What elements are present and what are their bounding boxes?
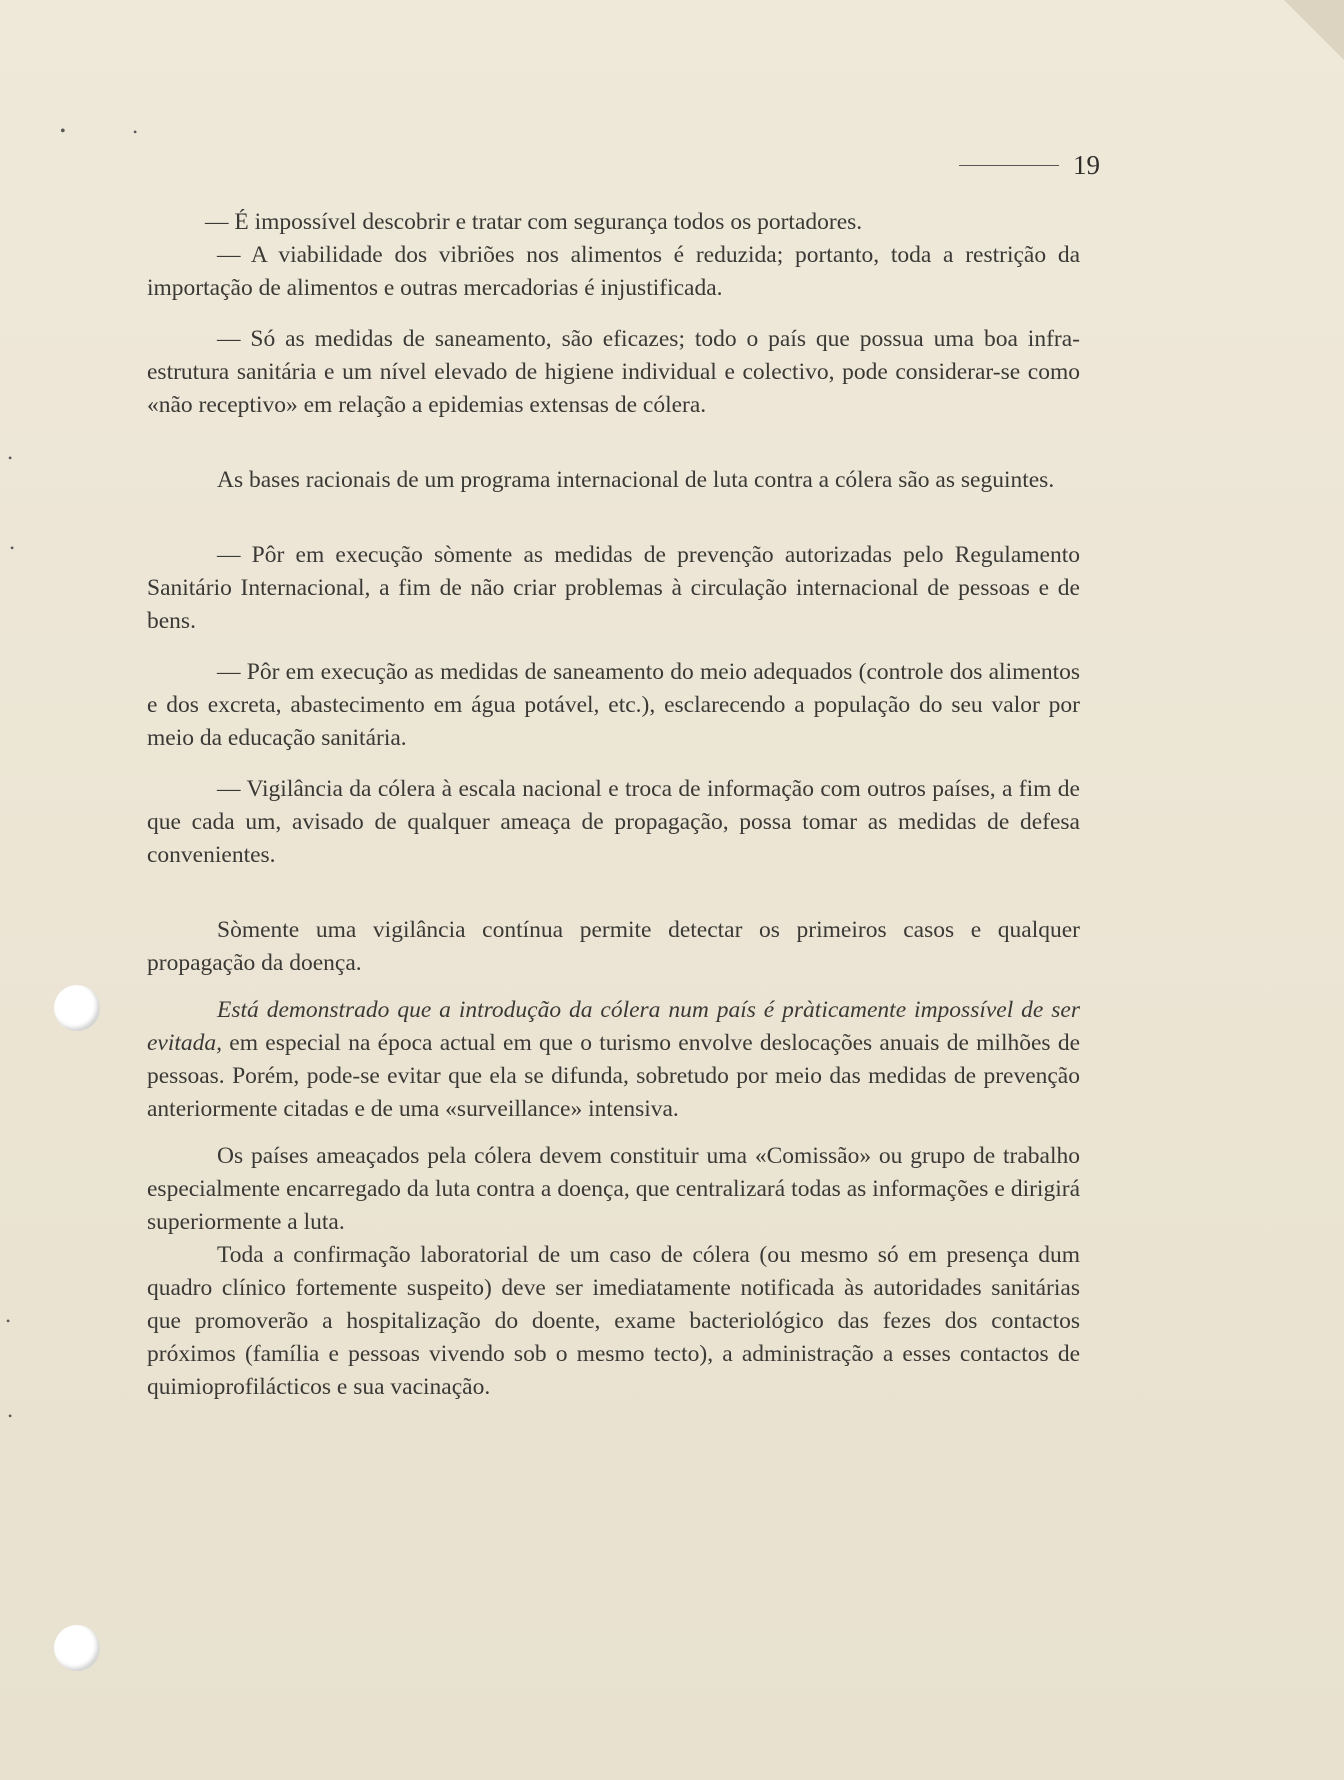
page-number: 19 [1073, 150, 1100, 180]
ink-speck: • [60, 123, 66, 140]
paragraph-with-italic [147, 994, 1080, 1126]
header-rule [959, 165, 1059, 166]
paragraph: — Pôr em execução as medidas de saneamento do meio adequados (controle dos alimentos e dos excreta, abastecimento em água potável, etc.), esclarecendo a população do seu valor por meio da educação sanitária. [147, 659, 1080, 751]
page-header [940, 150, 1100, 181]
ink-speck: • [133, 125, 138, 139]
paragraph: — Só as medidas de saneamento, são eficazes; todo o país que possua uma boa infra-estrutura sanitária e um nível elevado de higiene individual e colectivo, pode considerar-se como «não receptivo» em relação a epidemias extensas de cólera. [147, 326, 1080, 418]
ink-speck: • [8, 1409, 13, 1423]
paragraph: — A viabilidade dos vibriões nos alimentos é reduzida; portanto, toda a restrição da importação de alimentos e outras mercadorias é injustificada. [147, 242, 1080, 301]
paragraph-text: em especial na época actual em que o turismo envolve deslocações anuais de milhões de pessoas. Porém, pode-se evitar que ela se difunda, sobretudo por meio das medidas de prevenção anteriormente citadas e de uma «surveillance» intensiva. [147, 1030, 1080, 1122]
paragraph: Sòmente uma vigilância contínua permite detectar os primeiros casos e qualquer propagação da doença. [147, 917, 1080, 976]
paragraph: As bases racionais de um programa internacional de luta contra a cólera são as seguintes. [217, 467, 1055, 493]
ink-speck: • [6, 1314, 11, 1328]
paragraph: — Vigilância da cólera à escala nacional e troca de informação com outros países, a fim de que cada um, avisado de qualquer ameaça de propagação, possa tomar as medidas de defesa convenientes. [147, 776, 1080, 868]
paragraph: — Pôr em execução sòmente as medidas de prevenção autorizadas pelo Regulamento Sanitário Internacional, a fim de não criar problemas à circulação internacional de pessoas e de bens. [147, 542, 1080, 634]
binder-hole-lower [54, 1625, 100, 1671]
body-text [147, 206, 1080, 1404]
ink-speck: • [8, 451, 13, 465]
paragraph: Os países ameaçados pela cólera devem constituir uma «Comissão» ou grupo de trabalho especialmente encarregado da luta contra a doença, que centralizará todas as informações e dirigirá superiormente a luta. [147, 1143, 1080, 1235]
binder-hole-upper [54, 985, 100, 1031]
page-corner-fold [1284, 0, 1344, 60]
paragraph: — É impossível descobrir e tratar com segurança todos os portadores. [205, 209, 863, 235]
paragraph: Toda a confirmação laboratorial de um caso de cólera (ou mesmo só em presença dum quadro clínico fortemente suspeito) deve ser imediatamente notificada às autoridades sanitárias que promoverão a hospitalização do doente, exame bacteriológico das fezes dos contactos próximos (família e pessoas vivendo sob o mesmo tecto), a administração a esses contactos de quimioprofilácticos e sua vacinação. [147, 1242, 1080, 1400]
italic-phrase: Está demonstrado que a introdução da cólera num país é pràticamente impossível de ser evitada, [147, 997, 1080, 1056]
ink-speck: • [10, 541, 15, 555]
